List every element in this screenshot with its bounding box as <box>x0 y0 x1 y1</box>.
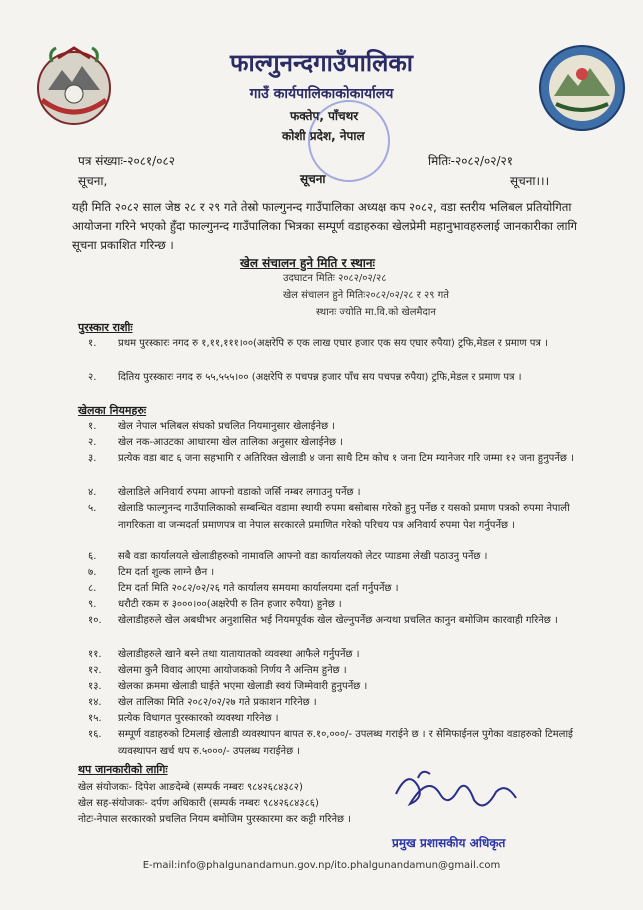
item-text: खेल नक-आउटका आधारमा खेल तालिका अनुसार खेलाईनेछ । <box>118 437 344 448</box>
co-coordinator-contact: खेल सह-संयोजकः- दर्पण अधिकारी (सम्पर्क नम्बरः ९८४२६८४३८६) <box>78 798 319 809</box>
item-number: ४. <box>88 487 97 498</box>
list-item <box>88 596 578 613</box>
list-item <box>88 694 578 711</box>
item-text: प्रत्येक वडा बाट ६ जना सहभागि र अतिरिक्त खेलाडी ४ जना साथै टिम कोच १ जना टिम म्यानेजर गरि जम्मा १२ जना हुनुपर्नेछ । <box>118 453 574 464</box>
item-number: २. <box>88 437 97 448</box>
signature <box>388 764 538 824</box>
item-text: सबै वडा कार्यालयले खेलाडीहरुको नामावलि आफ्नो वडा कार्यालयको लेटर प्याडमा लेखी पठाउनु पर्नेछ । <box>118 551 488 562</box>
address-line-2: कोशी प्रदेश, नेपाल <box>282 129 365 143</box>
item-text: खेलमा कुनै विवाद आएमा आयोजकको निर्णय नै अन्तिम हुनेछ । <box>118 665 347 676</box>
item-text: सम्पूर्ण वडाहरुको टिमलाई खेलाडी व्यवस्थापन बापत रु.१०,०००/- उपलब्ध गराईने छ । र सेमिफाईनल पुगेका वडाहरुको टिमलाई व्यवस्थापन खर्च थप रु.५०००/- उपलब्ध गराईनेछ । <box>118 729 573 757</box>
list-item <box>88 678 578 695</box>
letter-date: मितिः-२०८२/०२/२१ <box>428 154 513 168</box>
item-text: टिम दर्ता शुल्क लाग्ने छैन । <box>118 567 215 578</box>
notice-paragraph: यही मिति २०८२ साल जेष्ठ २८ र २९ गते तेस्रो फाल्गुनन्द गाउँपालिका अध्यक्ष कप २०८२, वडा स्तरीय भलिबल प्रतियोगिता आयोजना गरिने भएको हुँदा फाल्गुनन्द गाउँपालिका भित्रका सम्पूर्ण वडाहरुका खेलप्रेमी महानुभावहरुलाई जानकारीका लागि सूचना प्रकाशित गरिन्छ । <box>72 200 577 252</box>
rules-heading: खेलका नियमहरुः <box>78 404 147 417</box>
list-item <box>88 418 578 435</box>
item-number: १५. <box>88 713 102 724</box>
list-item <box>88 662 578 679</box>
item-number: ९. <box>88 599 97 610</box>
item-number: १६. <box>88 729 102 740</box>
item-number: १. <box>88 421 97 432</box>
reference-number: पत्र संख्याः-२०८१/०८२ <box>78 154 175 168</box>
item-number: १०. <box>88 615 102 626</box>
list-item <box>88 726 598 760</box>
item-text: खेल तालिका मिति २०८२/०२/२७ गते प्रकाशन गरिनेछ । <box>118 697 317 708</box>
schedule-heading: खेल संचालन हुने मिति र स्थानः <box>240 256 375 270</box>
footer-email: E-mail:info@phalgunandamun.gov.np/ito.phalgunandamun@gmail.com <box>142 860 501 871</box>
tax-note: नोटः-नेपाल सरकारको प्रचलित नियम बमोजिम पुरस्कारमा कर कट्टी गरिनेछ । <box>78 814 351 825</box>
item-text: धरौटी रकम रु ३०००।००(अक्षरेपी रु तिन हजार रुपैया) हुनेछ । <box>118 599 342 610</box>
list-item <box>88 335 578 352</box>
item-number: ५. <box>88 503 97 514</box>
item-text: खेल नेपाल भलिबल संघको प्रचलित नियमानुसार खेलाईनेछ । <box>118 421 336 432</box>
notice-left: सूचना, <box>78 174 108 188</box>
item-number: ६. <box>88 551 97 562</box>
contacts-heading: थप जानकारीको लागिः <box>78 763 168 776</box>
item-number: ८. <box>88 583 97 594</box>
signatory-title: प्रमुख प्रशासकीय अधिकृत <box>392 836 506 850</box>
notice-center: सूचना <box>300 172 326 186</box>
item-text: दितिय पुरस्कारः नगद रु ५५,५५५।०० (अक्षरेपि रु पचपन्न हजार पाँच सय पचपन्न रुपैया) ट्रफि,मेडल र प्रमाण पत्र । <box>118 372 522 383</box>
item-number: ३. <box>88 453 97 464</box>
item-number: ११. <box>88 649 102 660</box>
list-item <box>88 369 578 386</box>
notice-right: सूचना।।। <box>510 174 550 188</box>
office-subtitle: गाउँ कार्यपालिकाकोकार्यालय <box>249 86 394 102</box>
list-item <box>88 710 578 727</box>
venue: स्थानः ज्योति मा.वि.को खेलमैदान <box>316 307 436 318</box>
list-item <box>88 548 578 565</box>
item-text: प्रत्येक विधागत पुरस्कारको व्यवस्था गरिनेछ । <box>118 713 279 724</box>
list-item <box>88 484 578 501</box>
item-text: खेलाडीहरुले खाने बस्ने तथा यातायातको व्यवस्था आफैले गर्नुपर्नेछ । <box>118 649 360 660</box>
opening-date: उदघाटन मितिः २०८२/०२/२८ <box>283 273 387 284</box>
item-text: खेलाडीहरुले खेल अबधीभर अनुशासित भई नियमपूर्वक खेल खेल्नुपर्नेछ अन्यथा प्रचलित कानुन बमोजिम कारवाही गरिनेछ । <box>118 615 558 626</box>
list-item <box>88 434 578 451</box>
item-text: खेलाडि फाल्गुनन्द गाउँपालिकाको सम्बन्धित वडामा स्थायी रुपमा बसोबास गरेको हुनु पर्नेछ र यसको प्रमाण पत्रको रुपमा नेपाली नागरिकता वा जन्मदर्ता प्रमाणपत्र वा नेपाल सरकारले प्रमाणित गरेको परिचय पत्र अनिवार्य रुपमा पेश गर्नुपर्नेछ । <box>118 503 570 531</box>
match-dates: खेल संचालन हुने मितिः२०८२/०२/२८ र २९ गते <box>283 290 449 301</box>
list-item <box>88 580 578 597</box>
item-number: २. <box>88 372 97 383</box>
item-number: ७. <box>88 567 97 578</box>
item-text: प्रथम पुरस्कारः नगद रु १,११,१११।००(अक्षरेपि रु एक लाख एघार हजार एक सय एघार रुपैया) ट्रफि,मेडल र प्रमाण पत्र । <box>118 338 548 349</box>
coordinator-contact: खेल संयोजकः- दिपेश आङदेम्बे (सम्पर्क नम्बरः ९८४२६८४३८२) <box>78 782 303 793</box>
item-number: १२. <box>88 665 102 676</box>
list-item <box>88 500 578 534</box>
list-item <box>88 564 578 581</box>
item-number: १३. <box>88 681 102 692</box>
office-title: फाल्गुनन्दगाउँपालिका <box>229 49 414 77</box>
list-item <box>88 646 578 663</box>
item-text: खेलका क्रममा खेलाडी घाईते भएमा खेलाडी स्वयं जिम्मेवारी हुनुपर्नेछ । <box>118 681 368 692</box>
item-number: १. <box>88 338 97 349</box>
address-line-1: फक्तेप, पाँचथर <box>290 109 359 123</box>
item-number: १४. <box>88 697 102 708</box>
list-item <box>88 450 578 467</box>
list-item <box>88 612 578 629</box>
item-text: टिम दर्ता मिति २०८२/०२/२६ गते कार्यालय समयमा कार्यालयमा दर्ता गर्नुपर्नेछ । <box>118 583 399 594</box>
prizes-heading: पुरस्कार राशीः <box>78 321 133 334</box>
item-text: खेलाडिले अनिवार्य रुपमा आफ्नो वडाको जर्सि नम्बर लगाउनु पर्नेछ । <box>118 487 361 498</box>
